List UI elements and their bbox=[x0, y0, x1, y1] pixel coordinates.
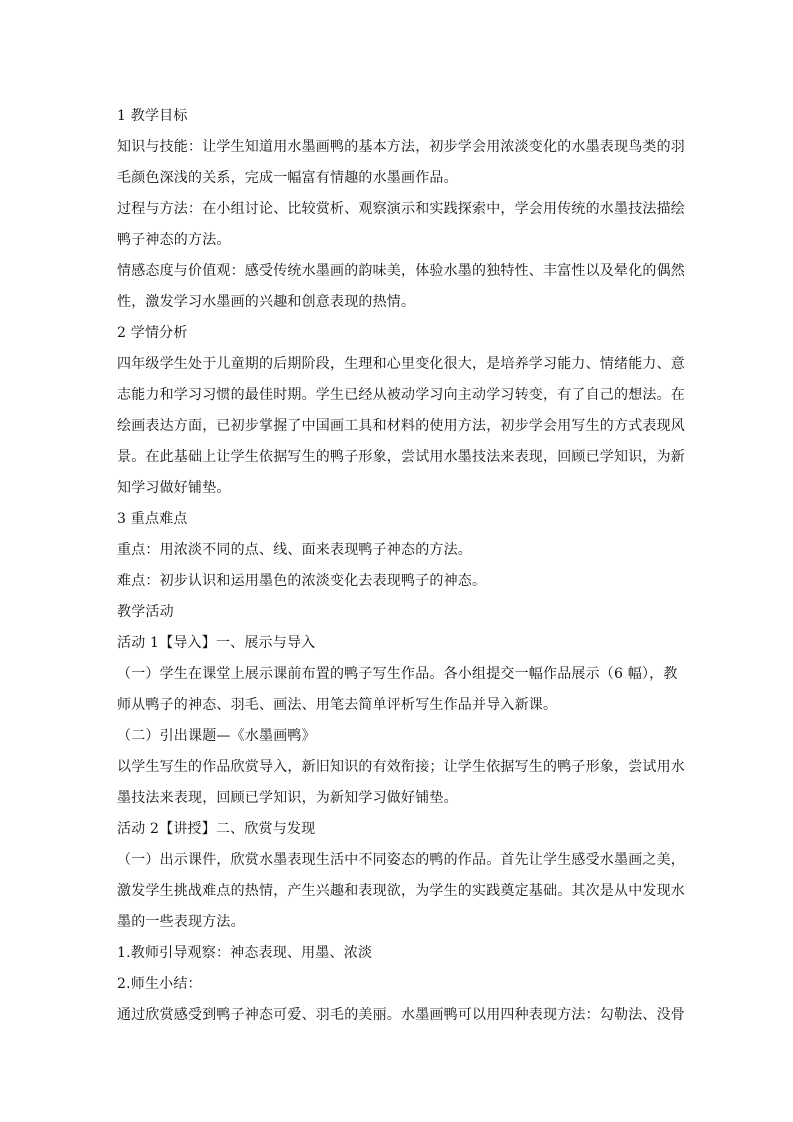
text-line: 师从鸭子的神态、羽毛、画法、用笔去简单评析写生作品并导入新课。 bbox=[117, 697, 558, 713]
text-line: 激发学生挑战难点的热情，产生兴趣和表现欲，为学生的实践奠定基础。其次是从中发现水 bbox=[117, 883, 685, 899]
text-line: 活动 1【导入】一、展示与导入 bbox=[117, 635, 316, 651]
text-line: （二）引出课题—《水墨画鸭》 bbox=[117, 728, 316, 744]
text-line: 毛颜色深浅的关系，完成一幅富有情趣的水墨画作品。 bbox=[117, 170, 458, 186]
text-line: 1 教学目标 bbox=[117, 108, 188, 124]
text-line: 2.师生小结： bbox=[117, 976, 202, 992]
text-line: 知学习做好铺垫。 bbox=[117, 480, 231, 496]
text-line: 1.教师引导观察：神态表现、用墨、浓淡 bbox=[117, 945, 373, 961]
text-line: 以学生写生的作品欣赏导入，新旧知识的有效衔接；让学生依据写生的鸭子形象，尝试用水 bbox=[117, 759, 685, 775]
text-line: 墨的一些表现方法。 bbox=[117, 914, 245, 930]
text-line: 情感态度与价值观：感受传统水墨画的韵味美，体验水墨的独特性、丰富性以及晕化的偶然 bbox=[117, 263, 685, 279]
text-line: 通过欣赏感受到鸭子神态可爱、羽毛的美丽。水墨画鸭可以用四种表现方法：勾勒法、没骨 bbox=[117, 1007, 685, 1023]
text-line: 3 重点难点 bbox=[117, 511, 188, 527]
text-line: 过程与方法：在小组讨论、比较赏析、观察演示和实践探索中，学会用传统的水墨技法描绘 bbox=[117, 201, 685, 217]
text-line: 景。在此基础上让学生依据写生的鸭子形象，尝试用水墨技法来表现，回顾已学知识，为新 bbox=[117, 449, 685, 465]
text-line: 四年级学生处于儿童期的后期阶段，生理和心里变化很大，是培养学习能力、情绪能力、意 bbox=[117, 356, 685, 372]
text-line: 墨技法来表现，回顾已学知识，为新知学习做好铺垫。 bbox=[117, 790, 458, 806]
text-line: 知识与技能：让学生知道用水墨画鸭的基本方法，初步学会用浓淡变化的水墨表现鸟类的羽 bbox=[117, 139, 685, 155]
text-line: 绘画表达方面，已初步掌握了中国画工具和材料的使用方法，初步学会用写生的方式表现风 bbox=[117, 418, 685, 434]
text-line: 难点：初步认识和运用墨色的浓淡变化去表现鸭子的神态。 bbox=[117, 573, 487, 589]
document-body bbox=[117, 101, 685, 1031]
text-line: 志能力和学习习惯的最佳时期。学生已经从被动学习向主动学习转变，有了自己的想法。在 bbox=[117, 387, 685, 403]
text-line: 鸭子神态的方法。 bbox=[117, 232, 231, 248]
text-line: （一）出示课件，欣赏水墨表现生活中不同姿态的鸭的作品。首先让学生感受水墨画之美， bbox=[117, 852, 685, 868]
text-line: 教学活动 bbox=[117, 604, 174, 620]
text-line: 活动 2【讲授】二、欣赏与发现 bbox=[117, 821, 316, 837]
text-line: 重点：用浓淡不同的点、线、面来表现鸭子神态的方法。 bbox=[117, 542, 472, 558]
text-line: 性，激发学习水墨画的兴趣和创意表现的热情。 bbox=[117, 294, 416, 310]
text-line: （一）学生在课堂上展示课前布置的鸭子写生作品。各小组提交一幅作品展示（6 幅），教 bbox=[117, 666, 678, 682]
text-line: 2 学情分析 bbox=[117, 325, 188, 341]
